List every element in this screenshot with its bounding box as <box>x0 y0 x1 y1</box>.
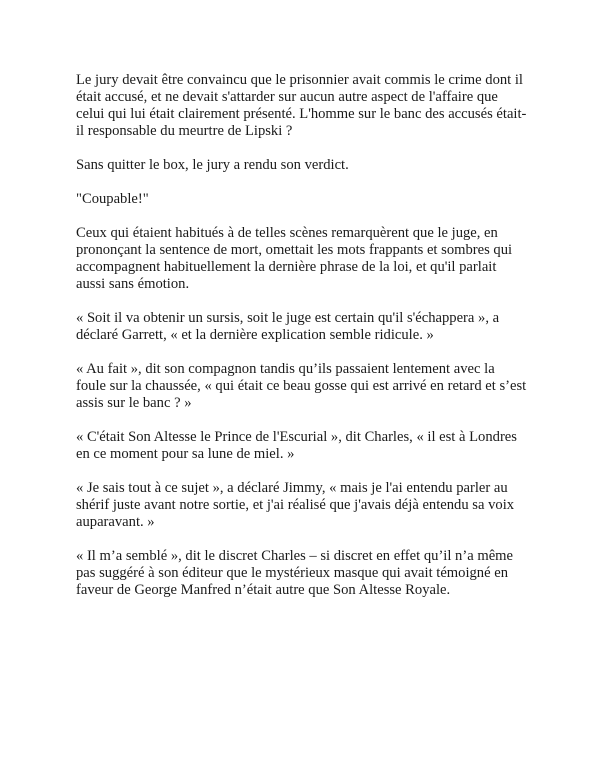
paragraph-7: « C'était Son Altesse le Prince de l'Escurial », dit Charles, « il est à Londres en ce moment pour sa lune de miel. » <box>76 429 517 462</box>
paragraph-3: "Coupable!" <box>76 191 149 207</box>
paragraph-1: Le jury devait être convaincu que le prisonnier avait commis le crime dont il était accusé, et ne devait s'attarder sur aucun autre aspect de l'affaire que celui qui lui était clairement présenté. L'homme sur le banc des accusés était-il responsable du meurtre de Lipski ? <box>76 72 527 139</box>
paragraph-8: « Je sais tout à ce sujet », a déclaré Jimmy, « mais je l'ai entendu parler au shérif juste avant notre sortie, et j'ai réalisé que j'avais déjà entendu sa voix auparavant. » <box>76 480 515 530</box>
paragraph-6: « Au fait », dit son compagnon tandis qu’ils passaient lentement avec la foule sur la chaussée, « qui était ce beau gosse qui est arrivé en retard et s’est assis sur le banc ? » <box>76 361 527 411</box>
paragraph-9: « Il m’a semblé », dit le discret Charles – si discret en effet qu’il n’a même pas suggéré à son éditeur que le mystérieux masque qui avait témoigné en faveur de George Manfred n’était autre que Son Altesse Royale. <box>76 548 514 598</box>
body-text <box>76 72 528 616</box>
paragraph-2: Sans quitter le box, le jury a rendu son verdict. <box>76 157 349 173</box>
paragraph-5: « Soit il va obtenir un sursis, soit le juge est certain qu'il s'échappera », a déclaré Garrett, « et la dernière explication semble ridicule. » <box>76 310 500 343</box>
paragraph-4: Ceux qui étaient habitués à de telles scènes remarquèrent que le juge, en prononçant la sentence de mort, omettait les mots frappants et sombres qui accompagnent habituellement la dernière phrase de la loi, et qu'il parlait aussi sans émotion. <box>76 225 513 292</box>
